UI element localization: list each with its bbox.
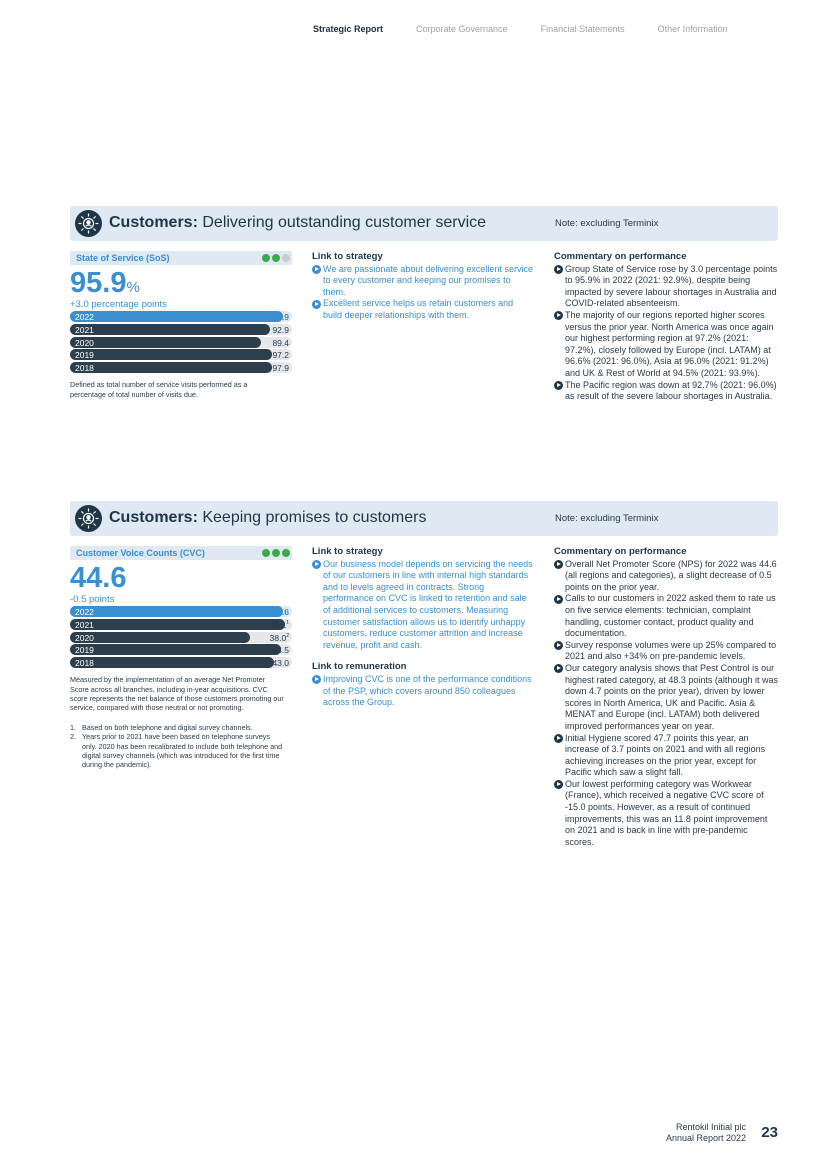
bar-year-label: 2021 [75, 324, 94, 335]
nav-corporate-governance[interactable]: Corporate Governance [416, 24, 508, 34]
bar-fill [70, 324, 270, 335]
bar-value-label [272, 658, 289, 668]
rating-dot-green [282, 549, 290, 557]
bar-value-number: 44.6 [272, 607, 289, 617]
commentary-list [554, 559, 778, 849]
bar-value-number: 38.0 [269, 632, 287, 643]
section-note: Note: excluding Terminix [555, 513, 659, 524]
bar-value-number: 92.9 [272, 324, 289, 335]
arrow-bullet-icon [312, 265, 321, 274]
arrow-bullet-icon [312, 675, 321, 684]
bar-value-label [272, 325, 289, 335]
kpi-value [70, 268, 292, 298]
rating-dot-green [272, 549, 280, 557]
kpi-footnotes [70, 723, 285, 770]
bar-value-number: 97.9 [272, 363, 289, 374]
kpi-section-cvc [70, 501, 778, 847]
bar-value-label [270, 633, 289, 643]
bar-row-2019 [70, 644, 292, 655]
section-title [109, 214, 486, 232]
section-header [70, 501, 778, 536]
kpi-label: State of Service (SoS) [76, 253, 170, 263]
section-title-rest: Delivering outstanding customer service [202, 214, 487, 231]
commentary-title: Commentary on performance [554, 251, 687, 262]
footnote-item [70, 732, 285, 770]
bar-row-2020 [70, 632, 292, 643]
arrow-bullet-icon [554, 641, 563, 650]
bar-fill [70, 619, 285, 630]
bar-value-label [272, 350, 289, 360]
bullet-text: Improving CVC is one of the performance conditions of the PSP, which covers around 850 colleagues across the Group. [323, 673, 532, 708]
bullet-text: We are passionate about delivering excellent service to every customer and keeping our promises to them. [323, 263, 533, 297]
kpi-bar-chart [70, 606, 292, 668]
footnote-text: Based on both telephone and digital survey channels. [82, 722, 253, 732]
kpi-delta: +3.0 percentage points [70, 299, 167, 310]
bar-year-label: 2022 [75, 607, 94, 617]
kpi-bar-chart [70, 311, 292, 373]
section-header [70, 206, 778, 241]
bullet-item [554, 733, 778, 779]
strategy-title: Link to strategy [312, 251, 383, 262]
arrow-bullet-icon [312, 300, 321, 309]
bar-value-number: 44.5 [272, 645, 289, 656]
section-title-bold: Customers: [109, 214, 198, 231]
bar-row-2019 [70, 349, 292, 360]
bar-fill [70, 632, 250, 643]
section-note: Note: excluding Terminix [555, 218, 659, 229]
remuneration-list [312, 674, 534, 709]
customer-service-icon [75, 210, 102, 237]
kpi-rating [260, 549, 290, 557]
strategy-list [312, 559, 534, 652]
page-footer [600, 1122, 778, 1146]
bullet-text: Our category analysis shows that Pest Control is our highest rated category, at 48.3 points (although it was down 4.7 points on the prior year), driven by lower scores in North America, UK and Pacific. Asia & MENAT and Europe (incl. LATAM) both delivered improved performances year on year. [565, 662, 778, 731]
bar-year-label: 2019 [75, 350, 94, 361]
bar-value-label [272, 312, 289, 322]
bar-year-label: 2020 [75, 337, 94, 348]
footer-publication [666, 1122, 746, 1144]
commentary-column [554, 251, 778, 403]
strategy-column [312, 251, 534, 322]
rating-dot-green [272, 254, 280, 262]
bar-year-label: 2018 [75, 363, 94, 374]
bar-fill [70, 606, 283, 617]
bar-year-label: 2021 [75, 619, 94, 630]
commentary-list [554, 264, 778, 403]
arrow-bullet-icon [554, 265, 563, 274]
bar-row-2021 [70, 324, 292, 335]
bar-value-number: 95.9 [272, 312, 289, 322]
kpi-panel [70, 251, 292, 399]
bullet-item [554, 559, 778, 594]
nav-strategic-report[interactable]: Strategic Report [313, 24, 384, 34]
arrow-bullet-icon [554, 381, 563, 390]
bullet-text: The majority of our regions reported higher scores versus the prior year. North America was once again our highest performing region at 97.2% (2021: 97.2%), closely followed by Europe (incl. LATAM) at 96.6% (2021: 96.0%), Asia at 96.0% (2021: 91.2%) and UK & Rest of World at 94.5% (2021: 93.9%). [565, 309, 774, 378]
kpi-definition: Defined as total number of service visits performed as a percentage of total number of visits due. [70, 380, 248, 399]
kpi-rating [260, 254, 290, 262]
rating-dot-green [262, 254, 270, 262]
arrow-bullet-icon [554, 734, 563, 743]
strategy-column [312, 546, 534, 709]
commentary-column [554, 546, 778, 848]
bullet-item [312, 559, 534, 652]
bullet-item [554, 380, 778, 403]
bar-fill [70, 644, 281, 655]
bar-row-2020 [70, 337, 292, 348]
bar-value-number: 45.1 [269, 619, 287, 630]
bar-row-2022 [70, 311, 292, 322]
bar-value-label [272, 363, 289, 373]
footer-company: Rentokil Initial plc [675, 1122, 746, 1132]
top-navigation [313, 24, 761, 34]
bar-value-label [272, 607, 289, 617]
kpi-label-bar [70, 251, 292, 265]
bullet-item [312, 298, 534, 321]
footer-report: Annual Report 2022 [665, 1133, 746, 1143]
kpi-value [70, 563, 292, 593]
bullet-item [554, 593, 778, 639]
rating-dot-green [262, 549, 270, 557]
strategy-list [312, 264, 534, 322]
bullet-text: Our lowest performing category was Workwear (France), which received a negative CVC score of -15.0 points. However, as a result of continued improvements, this was an 11.8 point improvement on 2021 and is back in line with pre-pandemic scores. [565, 778, 768, 847]
bar-footnote-ref: 2 [286, 632, 289, 639]
nav-other-information[interactable]: Other Information [657, 24, 728, 34]
bullet-item [312, 674, 534, 709]
bullet-text: Initial Hygiene scored 47.7 points this year, an increase of 3.7 points on 2021 and with all regions achieving increases on the prior year, except for Pacific which saw a slight fall. [565, 732, 766, 778]
bar-row-2018 [70, 362, 292, 373]
kpi-definition: Measured by the implementation of an average Net Promoter Score across all branches, including in-year acquisitions. CVC score represents the net balance of those customers promoting our service, compared with those neutral or not promoting. [70, 675, 284, 713]
section-title-bold: Customers: [109, 509, 198, 526]
bullet-item [554, 264, 778, 310]
bar-fill [70, 349, 272, 360]
customer-service-icon [75, 505, 102, 532]
footnote-item [70, 723, 285, 732]
kpi-value-number: 44.6 [70, 562, 127, 594]
footnote-number: 1. [70, 722, 76, 732]
bullet-item [554, 663, 778, 733]
footnote-number: 2. [70, 732, 76, 742]
bar-value-number: 89.4 [272, 337, 289, 348]
section-title [109, 509, 426, 527]
bullet-item [554, 310, 778, 380]
bar-row-2021 [70, 619, 292, 630]
bar-row-2022 [70, 606, 292, 617]
bullet-text: Our business model depends on servicing the needs of our customers in line with internal high standards and to levels agreed in contracts. Strong performance on CVC is linked to retention and sale of additional services to customers. Measuring customer satisfaction allows us to identify unhappy customers, reduce customer attrition and increase revenue, profit and cash. [323, 558, 533, 650]
bullet-text: Overall Net Promoter Score (NPS) for 2022 was 44.6 (all regions and categories), a slight decrease of 0.5 points on the prior year. [565, 558, 777, 592]
bar-value-label [272, 338, 289, 348]
arrow-bullet-icon [554, 595, 563, 604]
bullet-text: Excellent service helps us retain customers and build deeper relationships with them. [323, 298, 514, 320]
kpi-value-number: 95.9 [70, 267, 127, 299]
bar-footnote-ref: 1 [286, 619, 289, 626]
bar-row-2018 [70, 657, 292, 668]
kpi-label: Customer Voice Counts (CVC) [76, 548, 205, 558]
bar-value-label [270, 620, 289, 630]
bar-year-label: 2018 [75, 658, 94, 669]
remuneration-title: Link to remuneration [312, 661, 407, 673]
arrow-bullet-icon [554, 560, 563, 569]
arrow-bullet-icon [554, 311, 563, 320]
bar-year-label: 2020 [75, 632, 94, 643]
rating-dot-grey [282, 254, 290, 262]
bar-value-label [272, 645, 289, 655]
arrow-bullet-icon [554, 780, 563, 789]
kpi-delta: -0.5 points [70, 594, 115, 605]
strategy-title: Link to strategy [312, 546, 383, 557]
arrow-bullet-icon [554, 664, 563, 673]
kpi-label-bar [70, 546, 292, 560]
bullet-item [554, 640, 778, 663]
kpi-value-unit: % [126, 279, 140, 296]
bullet-text: Survey response volumes were up 25% compared to 2021 and also +34% on pre-pandemic levels. [565, 639, 777, 662]
bar-fill [70, 362, 272, 373]
bar-fill [70, 311, 283, 322]
kpi-panel [70, 546, 292, 770]
page-number: 23 [761, 1124, 778, 1141]
nav-financial-statements[interactable]: Financial Statements [540, 24, 625, 34]
commentary-title: Commentary on performance [554, 546, 687, 557]
bar-fill [70, 337, 261, 348]
bullet-item [312, 264, 534, 299]
section-title-rest: Keeping promises to customers [202, 509, 427, 526]
footnote-text: Years prior to 2021 have been based on telephone surveys only. 2020 has been recalibrated to include both telephone and digital survey channels (which was introduced for the first time during the pandemic). [82, 732, 283, 770]
kpi-section-sos [70, 206, 778, 402]
bar-value-number: 97.2 [272, 350, 289, 361]
bullet-text: Calls to our customers in 2022 asked them to rate us on five service elements: technician, complaint handling, customer contact, product quality and documentation. [565, 593, 776, 639]
bar-value-number: 43.0 [272, 658, 289, 669]
bullet-text: Group State of Service rose by 3.0 percentage points to 95.9% in 2022 (2021: 92.9%), despite being impacted by severe labour shortages in Australia and COVID-related absenteeism. [565, 263, 778, 309]
bullet-item [554, 779, 778, 849]
bar-year-label: 2022 [75, 312, 94, 322]
bullet-text: The Pacific region was down at 92.7% (2021: 96.0%) as result of the severe labour shortages in Australia. [565, 379, 777, 402]
bar-fill [70, 657, 274, 668]
arrow-bullet-icon [312, 560, 321, 569]
bar-year-label: 2019 [75, 645, 94, 656]
